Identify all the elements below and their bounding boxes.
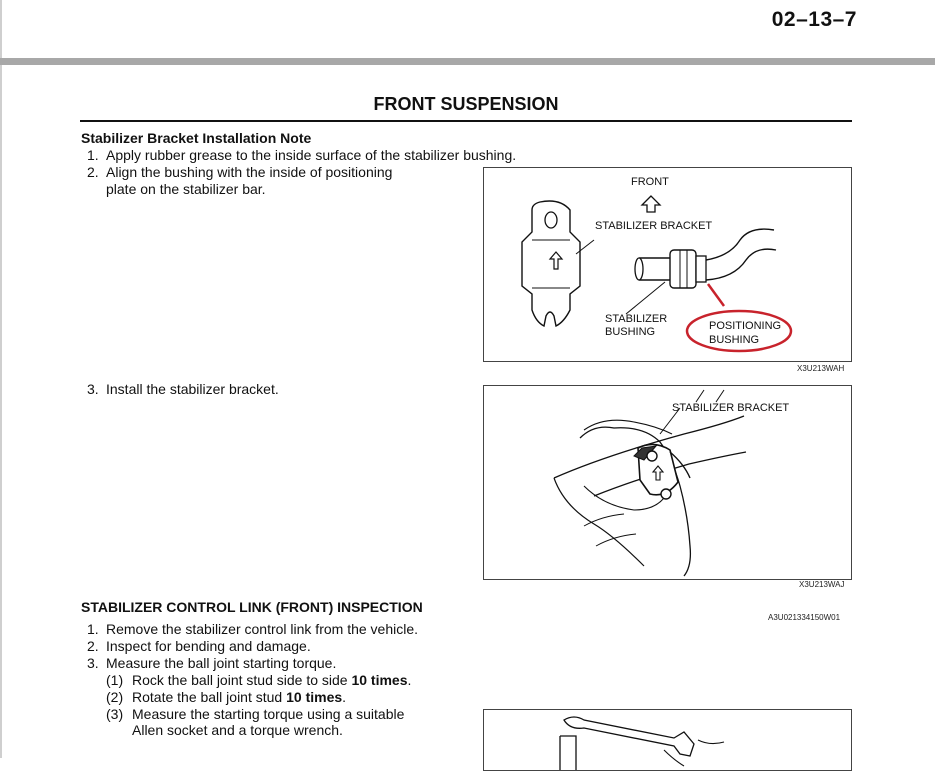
header-bar (0, 58, 935, 65)
substep-text: Measure the starting torque using a suitable (132, 706, 405, 722)
front-arrow-icon (642, 196, 660, 212)
bracket-note-heading: Stabilizer Bracket Installation Note (81, 130, 312, 146)
stabilizer-bracket-label: STABILIZER BRACKET (595, 220, 713, 232)
step-number: 2. (87, 638, 99, 654)
step-text: Install the stabilizer bracket. (106, 381, 279, 397)
substep-number: (1) (106, 672, 124, 688)
step-text: Remove the stabilizer control link from the vehicle. (106, 621, 419, 637)
step-text: Align the bushing with the inside of positioning (106, 164, 393, 180)
step-number: 2. (87, 164, 99, 180)
front-label: FRONT (631, 176, 669, 188)
step-number: 1. (87, 621, 99, 637)
step-number: 3. (87, 655, 99, 671)
figure-code: X3U213WAH (797, 364, 845, 373)
step-text-continued: plate on the stabilizer bar. (106, 181, 266, 197)
bushing-alignment-figure (483, 167, 852, 362)
step-text: Apply rubber grease to the inside surface of the stabilizer bushing. (106, 147, 517, 163)
figure-code: X3U213WAJ (799, 580, 845, 589)
substep-text: Rock the ball joint stud side to side 10 times. (132, 672, 412, 688)
step-text: Measure the ball joint starting torque. (106, 655, 337, 671)
section-ref-code: A3U021334150W01 (768, 613, 841, 622)
stabilizer-bracket-label: STABILIZER BRACKET (672, 402, 790, 414)
substep-number: (3) (106, 706, 124, 722)
positioning-bushing-label: BUSHING (709, 334, 760, 346)
substep-number: (2) (106, 689, 124, 705)
stabilizer-bushing-label: BUSHING (605, 326, 656, 338)
bracket-installation-drawing (484, 386, 851, 579)
emphasis: 10 times (286, 689, 343, 705)
stabilizer-bushing-label: STABILIZER (605, 313, 668, 325)
bushing-alignment-drawing (484, 168, 851, 361)
bolt-icon (647, 451, 657, 461)
page-number: 02–13–7 (771, 8, 857, 31)
torque-measurement-figure (483, 709, 852, 771)
bolt-icon (661, 489, 671, 499)
inspection-heading: STABILIZER CONTROL LINK (FRONT) INSPECTION (81, 599, 423, 615)
substep-text: Rotate the ball joint stud 10 times. (132, 689, 347, 705)
step-text: Inspect for bending and damage. (106, 638, 311, 654)
step-number: 3. (87, 381, 99, 397)
torque-measurement-drawing (484, 710, 851, 770)
section-title: FRONT SUSPENSION (373, 94, 559, 114)
step-number: 1. (87, 147, 99, 163)
emphasis: 10 times (351, 672, 408, 688)
page-left-edge (0, 0, 2, 758)
title-rule (80, 120, 852, 122)
bracket-installation-figure (483, 385, 852, 580)
bracket-bolt-hole (545, 212, 557, 228)
bushing-shape (670, 250, 696, 288)
substep-text-continued: Allen socket and a torque wrench. (132, 722, 343, 738)
positioning-bushing-label: POSITIONING (709, 320, 782, 332)
torque-wrench-shape (564, 717, 694, 756)
